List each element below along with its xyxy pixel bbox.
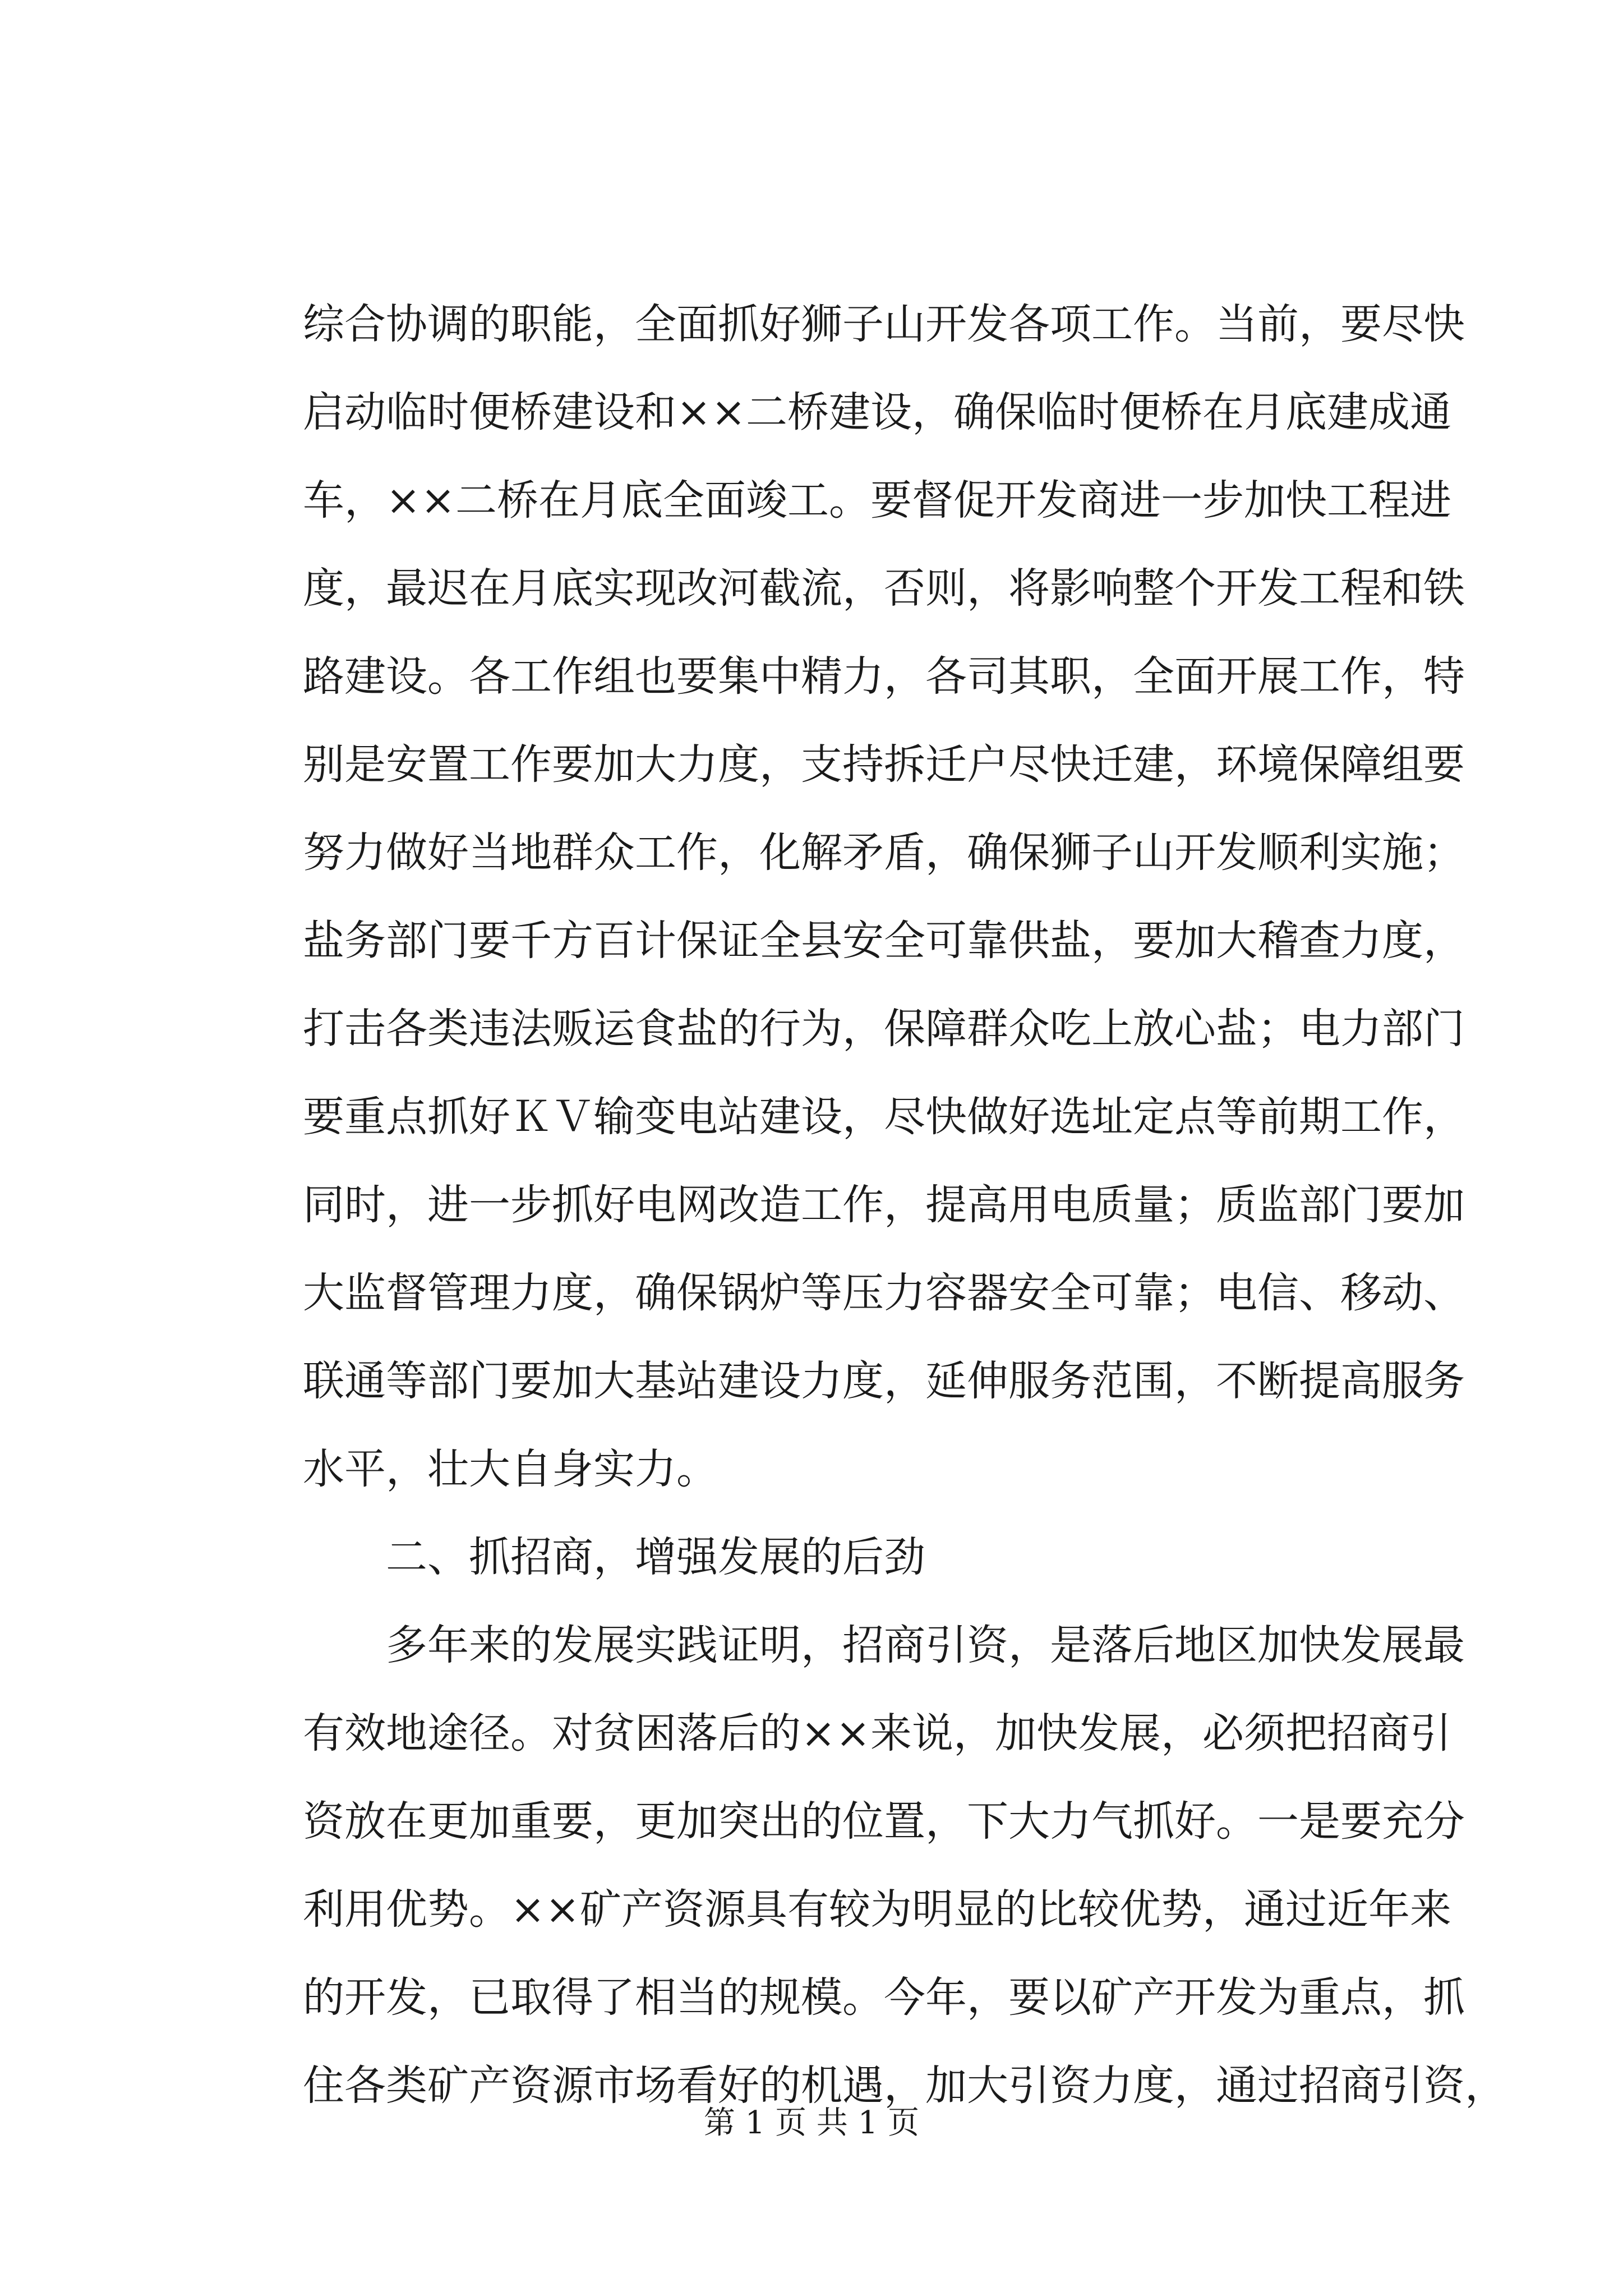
text-line: 联通等部门要加大基站建设力度，延伸服务范围，不断提高服务 <box>303 1357 1465 1405</box>
text-line: 大监督管理力度，确保锅炉等压力容器安全可靠；电信、移动、 <box>303 1269 1465 1317</box>
text-line: 水平，壮大自身实力。 <box>303 1445 718 1493</box>
document-body <box>303 280 1506 2130</box>
text-line: 住各类矿产资源市场看好的机遇，加大引资力度，通过招商引资， <box>303 2062 1506 2110</box>
text-line: 车，××二桥在月底全面竣工。要督促开发商进一步加快工程进 <box>303 476 1452 524</box>
text-line: 别是安置工作要加大力度，支持拆迁户尽快迁建，环境保障组要 <box>303 740 1465 789</box>
text-line: 有效地途径。对贫困落后的××来说，加快发展，必须把招商引 <box>303 1709 1452 1757</box>
text-line: 度，最迟在月底实现改河截流，否则，将影响整个开发工程和铁 <box>303 564 1465 613</box>
text-line: 综合协调的职能，全面抓好狮子山开发各项工作。当前，要尽快 <box>303 300 1465 348</box>
page-number-label: 第 1 页 共 1 页 <box>703 2105 920 2141</box>
text-line: 的开发，已取得了相当的规模。今年，要以矿产开发为重点，抓 <box>303 1973 1465 2022</box>
section-heading: 二、抓招商，增强发展的后劲 <box>386 1533 925 1581</box>
text-line: 路建设。各工作组也要集中精力，各司其职，全面开展工作，特 <box>303 652 1465 701</box>
text-line: 盐务部门要千方百计保证全县安全可靠供盐，要加大稽查力度， <box>303 917 1465 965</box>
text-line: 启动临时便桥建设和××二桥建设，确保临时便桥在月底建成通 <box>303 388 1452 436</box>
text-line: 努力做好当地群众工作，化解矛盾，确保狮子山开发顺利实施； <box>303 829 1465 877</box>
text-line: 利用优势。××矿产资源具有较为明显的比较优势，通过近年来 <box>303 1885 1452 1934</box>
text-line: 打击各类违法贩运食盐的行为，保障群众吃上放心盐；电力部门 <box>303 1005 1465 1053</box>
text-line: 同时，进一步抓好电网改造工作，提高用电质量；质监部门要加 <box>303 1181 1465 1229</box>
page-footer <box>0 2101 1623 2146</box>
text-line: 要重点抓好ＫＶ输变电站建设，尽快做好选址定点等前期工作， <box>303 1093 1465 1141</box>
text-line: 多年来的发展实践证明，招商引资，是落后地区加快发展最 <box>386 1621 1465 1669</box>
text-line: 资放在更加重要，更加突出的位置，下大力气抓好。一是要充分 <box>303 1797 1465 1846</box>
